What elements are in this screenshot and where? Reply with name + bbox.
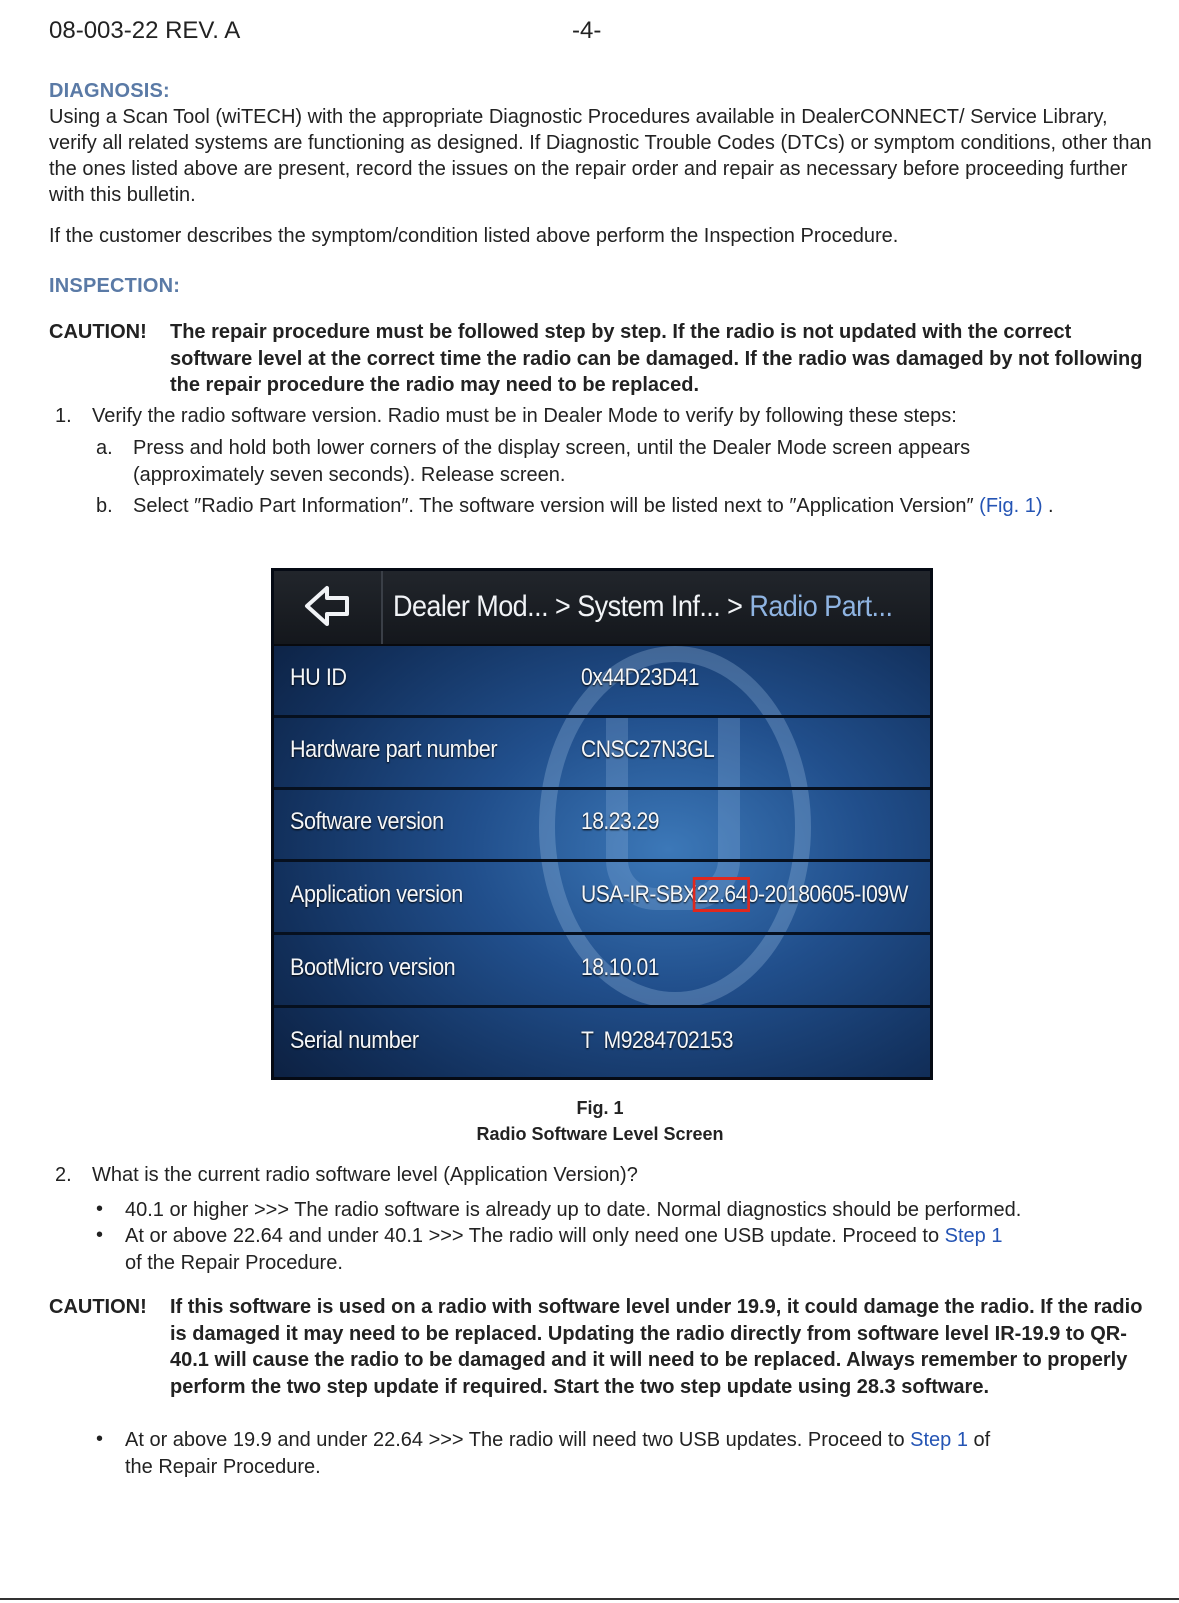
row-label: HU ID [290,664,347,691]
substep-letter: a. [96,437,113,459]
step-1-link[interactable]: Step 1 [910,1429,968,1451]
radio-part-info-screenshot [271,568,933,1080]
app-version-prefix: USA-IR-SBX [581,881,697,908]
substep-trailing: . [1042,495,1054,517]
step-number: 1. [55,405,72,427]
figure-number: Fig. 1 [576,1098,624,1118]
caution-label: CAUTION! [49,321,147,343]
step-number: 2. [55,1164,72,1186]
list-item [96,1223,1136,1276]
app-version-suffix: 0-20180605-I09W [746,881,908,908]
bullet-text-continued: of the Repair Procedure. [125,1251,343,1274]
breadcrumb-path: Dealer Mod... > System Inf... > [393,590,750,623]
substep-a [96,435,1096,488]
bullet-text: At or above 22.64 and under 40.1 >>> The radio will only need one USB update. Proceed to [125,1225,945,1247]
step-text: Verify the radio software version. Radio must be in Dealer Mode to verify by following these steps: [92,405,957,427]
document-id: 08-003-22 REV. A [49,17,241,44]
row-value: CNSC27N3GL [581,736,715,763]
step-2 [55,1162,1155,1189]
substep-letter: b. [96,495,113,517]
list-item [96,1427,1136,1480]
highlighted-version-box: 22.64 [696,881,747,908]
inspection-intro-paragraph: If the customer describes the symptom/condition listed above perform the Inspection Procedure. [49,225,899,247]
row-value: 18.23.29 [581,808,659,835]
step-text: What is the current radio software level (Application Version)? [92,1164,638,1186]
caution-text: If this software is used on a radio with software level under 19.9, it could damage the radio. If the radio is damaged it may need to be replaced. Updating the radio directly from software level IR-19.9 to QR-40.1 will cause the radio to be damaged and it will need to be replaced. Always remember to properly perform the two step update if required. Start the two step update using 28.3 software. [170,1296,1143,1398]
substep-b [96,493,1096,520]
bullet-text: 40.1 or higher >>> The radio software is already up to date. Normal diagnostics should be performed. [125,1199,1022,1221]
list-item [96,1197,1176,1224]
page-number: -4- [572,17,602,44]
figure-caption: Radio Software Level Screen [476,1124,724,1144]
breadcrumb-current: Radio Part... [749,590,893,623]
bullet-icon: • [96,1428,104,1450]
substep-text: Press and hold both lower corners of the display screen, until the Dealer Mode screen appears (approximately seven seconds). Release screen. [133,437,971,486]
row-value: 18.10.01 [581,954,659,981]
row-value: 0x44D23D41 [581,664,700,691]
inspection-heading: INSPECTION: [49,275,181,297]
row-label: BootMicro version [290,954,456,981]
caution-block-2 [49,1294,1159,1400]
row-label: Software version [290,808,444,835]
bullet-icon: • [96,1224,104,1246]
bullet-text-of: of [967,1429,991,1451]
bullet-icon: • [96,1198,104,1220]
caution-block-1 [49,319,1159,399]
step-1-link[interactable]: Step 1 [944,1225,1003,1247]
row-label: Hardware part number [290,736,498,763]
diagnosis-paragraph: Using a Scan Tool (wiTECH) with the appropriate Diagnostic Procedures available in DealerCONNECT/ Service Library, verify all related systems are functioning as designed. If Diagnostic Trouble Codes (DTCs) or symptom conditions, other than the ones listed above are present, record the issues on the repair order and repair as necessary before proceeding further with this bulletin. [49,106,1152,206]
row-label: Serial number [290,1027,419,1054]
page-bottom-divider [0,1598,1179,1600]
fig-1-link[interactable]: (Fig. 1) [979,495,1043,517]
row-value: T M9284702153 [581,1027,733,1054]
bullet-text: At or above 19.9 and under 22.64 >>> The radio will need two USB updates. Proceed to [125,1429,911,1451]
substep-text: Select ″Radio Part Information″. The software version will be listed next to ″Application Version″ [133,495,974,517]
caution-text: The repair procedure must be followed step by step. If the radio is not updated with the correct software level at the correct time the radio can be damaged. If the radio was damaged by not following the repair procedure the radio may need to be replaced. [170,321,1143,396]
bullet-text-continued: the Repair Procedure. [125,1455,321,1478]
row-label: Application version [290,881,463,908]
screenshot-border [271,568,933,1080]
step-1 [55,403,1155,430]
diagnosis-heading: DIAGNOSIS: [49,80,170,102]
caution-label: CAUTION! [49,1296,147,1318]
